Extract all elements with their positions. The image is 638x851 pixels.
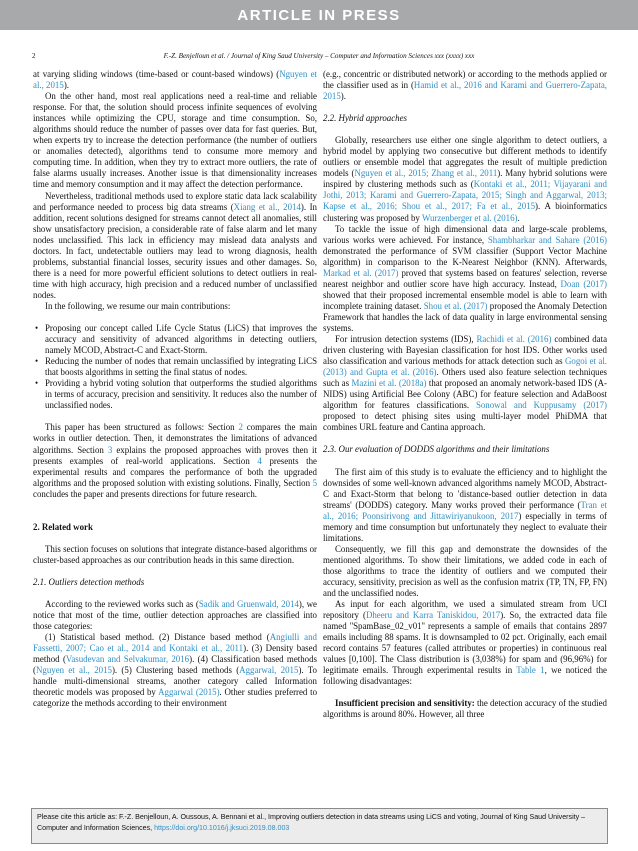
paragraph: To tackle the issue of high dimensional data and large-scale problems, various works were achieved. For instance, Shambharkar and Sahare (2016) demonstrated the performance of SVM classifier (Support Vector Machine algorithm) in comparison to the K-Nearest Neighbor (KNN). Afterwards, Markad et al. (2017) proved that systems based on features' selection, reverse nearest neighbor and outlier score have high accuracy. Instead, Doan (2017) showed that their proposed incremental ensemble model is able to learn with incomplete training dataset. Shou et al. (2017) proposed the Anomaly Detection Framework that handles the lack of data quality in large environmental sensing systems. bbox=[323, 223, 608, 333]
section-link[interactable]: 3 bbox=[107, 444, 113, 455]
list-item: • Proposing our concept called Life Cycle Status (LiCS) that improves the accuracy and sensitivity of advanced algorithms in detecting outliers, namely MCOD, Abstract-C and Exact-Storm. bbox=[33, 323, 317, 356]
section-link[interactable]: 2 bbox=[238, 422, 243, 433]
run-in-heading: Insufficient precision and sensitivity: bbox=[335, 698, 475, 709]
paragraph: The first aim of this study is to evaluate the efficiency and to highlight the downsides of some well-known advanced algorithms namely MCOD, Abstract-C and Exact-Storm that belong to 'distance-based outlier detection in data streams' (DODDS) category. Many works proved their performance (Tran et al., 2016; Poonsirivong and Jittawiriyanukoon, 2017) especially in terms of memory and time consumption but unfortunately they neglect to evaluate their limitations. bbox=[323, 466, 607, 543]
left-column bbox=[33, 69, 317, 709]
citation-link[interactable]: Nguyen et al., 2015; Zhang et al., 2011 bbox=[354, 168, 498, 179]
citation-footer bbox=[31, 808, 608, 844]
citation-link[interactable]: Kontaki et al., 2011; Vijayarani and Jothi, 2013; Karami and Guerrero-Zapata, 2015; Singh and Aggarwal, 2013; Kapse et al., 2016; Shou et al., 2017; Fa et al., 2015 bbox=[323, 179, 607, 212]
list-item: • Providing a hybrid voting solution that outperforms the studied algorithms in terms of accuracy, precision and sensitivity. It reduces also the number of unclassified nodes. bbox=[33, 378, 317, 411]
paragraph: According to the reviewed works such as (Sadik and Gruenwald, 2014), we notice that most of the time, outlier detection approaches are classified into those categories: bbox=[33, 598, 317, 632]
citation-link[interactable]: Hamid et al., 2016 and Karami and Guerrero-Zapata, 2015 bbox=[323, 80, 607, 102]
citation-link[interactable]: Dheeru and Karra Taniskidou, 2017 bbox=[365, 610, 501, 621]
paragraph: This paper has been structured as follows: Section 2 compares the main works in outlier detection. Then, it demonstrates the limitations of advanced algorithms. Section 3 explains the proposed approaches with proves then it presents examples of real-world applications. Section 4 presents the experimental results and compares the performance of both the upgraded algorithms and the proposed solution with existing solutions. Finally, Section 5 concludes the paper and presents directions for future research. bbox=[33, 422, 318, 499]
subsection-heading: 2.3. Our evaluation of DODDS algorithms and their limitations bbox=[323, 444, 550, 455]
citation-link[interactable]: Sonowal and Kuppusamy (2017) bbox=[475, 400, 607, 411]
journal-line: F.-Z. Benjelloun et al. / Journal of King Saud University – Computer and Information Sciences xxx (xxxx) xxx bbox=[163, 52, 475, 60]
section-link[interactable]: 4 bbox=[257, 455, 262, 466]
citation-link[interactable]: Aggarwal, 2015 bbox=[239, 665, 299, 676]
page-number: 2 bbox=[32, 52, 36, 60]
list-item: • Reducing the number of nodes that remain unclassified by integrating LiCS that boosts algorithms in setting the final status of nodes. bbox=[33, 356, 317, 378]
citation-link[interactable]: Mazini et al. (2018a) bbox=[351, 378, 427, 389]
section-link[interactable]: 5 bbox=[312, 477, 317, 488]
paragraph: Insufficient precision and sensitivity: the detection accuracy of the studied algorithms is around 80%. However, all three bbox=[323, 698, 607, 720]
paragraph: at varying sliding windows (time-based or count-based windows) (Nguyen et al., 2015). bbox=[33, 69, 317, 91]
citation-link[interactable]: Nguyen et al., 2015 bbox=[33, 69, 317, 91]
citation-link[interactable]: Aggarwal (2015) bbox=[158, 687, 220, 698]
citation-link[interactable]: Tran et al., 2016; Poonsirivong and Jittawiriyanukoon, 2017 bbox=[323, 499, 607, 521]
paragraph: Globally, researchers use either one single algorithm to detect outliers, a hybrid model by applying two consecutive but different methods to identify outliers or ensemble model that aggregates the result of multiple prediction models (Nguyen et al., 2015; Zhang et al., 2011). Many hybrid solutions were inspired by clustering methods such as (Kontaki et al., 2011; Vijayarani and Jothi, 2013; Karami and Guerrero-Zapata, 2015; Singh and Aggarwal, 2013; Kapse et al., 2016; Shou et al., 2017; Fa et al., 2015). A bioinformatics clustering was proposed by Wurzenberger et al. (2016). bbox=[323, 135, 607, 223]
citation-link[interactable]: Sadik and Gruenwald, 2014 bbox=[198, 598, 299, 609]
banner-text: ARTICLE IN PRESS bbox=[237, 6, 401, 24]
paragraph: (e.g., concentric or distributed network) or according to the methods applied or the classifier used as in (Hamid et al., 2016 and Karami and Guerrero-Zapata, 2015). bbox=[323, 69, 607, 102]
paragraph: This section focuses on solutions that integrate distance-based algorithms or cluster-based approaches as our contribution heads in this same direction. bbox=[33, 543, 317, 565]
citation-link[interactable]: Vasudevan and Selvakumar, 2016 bbox=[65, 654, 190, 665]
doi-link[interactable]: https://doi.org/10.1016/j.jksuci.2019.08.003 bbox=[154, 823, 290, 832]
paragraph: (1) Statistical based method. (2) Distance based method (Angiulli and Fassetti, 2007; Cao et al., 2014 and Kontaki et al., 2011). (3) Density based method (Vasudevan and Selvakumar, 2016). (4) Classification based methods (Nguyen et al., 2015). (5) Clustering based methods (Aggarwal, 2015). To handle multi-dimensional streams, another category called Information theoretic models was proposed by Aggarwal (2015). Other studies preferred to categorize the methods according to their environment bbox=[33, 632, 318, 709]
paragraph: For intrusion detection systems (IDS), Rachidi et al. (2016) combined data driven clustering with Bayesian classification for host IDS. Other works used also classification and various methods for attack detection such as Gogoi et al. (2013) and Gupta et al. (2016). Others used also feature selection techniques such as Mazini et al. (2018a) that proposed an anomaly network-based IDS (A-NIDS) using Artificial Bee Colony (ABC) for feature selection and AdaBoost algorithm for features classifications. Sonowal and Kuppusamy (2017) proposed to detect phising sites using multi-layer model PhiDMA that combines URL feature and Cantina approach. bbox=[323, 334, 608, 433]
citation-link[interactable]: Shambharkar and Sahare (2016) bbox=[487, 234, 607, 245]
article-in-press-banner bbox=[0, 0, 638, 30]
citation-link[interactable]: Angiulli and Fassetti, 2007; Cao et al., 2014 and Kontaki et al., 2011 bbox=[33, 632, 317, 654]
paragraph: Consequently, we fill this gap and demonstrate the downsides of the mentioned algorithms. To show their limitations, we added code in each of those algorithms to trace the identity of outliers and we computed their accuracy, sensitivity, precision as well as the confusion matrix (TP, TN, FP, FN) and the unclassified nodes. bbox=[323, 543, 607, 599]
paragraph: Nevertheless, traditional methods used to explore static data lack scalability and performance needed to process big data streams (Xiang et al., 2014). In addition, recent solutions designed for streams cannot detect all anomalies, still show unsatisfactory precision, a considerable rate of false alarm and let many nodes unclassified. This lack in efficiency may mislead data analysts and doctors. In fact, undetectable outliers may lead to wrong diagnosis, health problems, substantial financial losses, security issues and other damages. So, there is a need for more powerful efficient solutions to detect outliers in real-time with high accuracy, high precision and a reduced number of unclassified nodes. bbox=[33, 190, 317, 300]
subsection-heading: 2.1. Outliers detection methods bbox=[33, 576, 145, 587]
citation-link[interactable]: Wurzenberger et al. (2016) bbox=[421, 212, 518, 223]
paragraph: On the other hand, most real applications need a real-time and reliable response. For that, the solution should process infinite sequences of evolving instances while optimizing the CPU, storage and time consumption. So, algorithms should reduce the number of passes over data for fast queries. But, when experts try to increase the detection performance (the number of outliers or anomalies detected), algorithms tend to consume more memory and computing time. In addition, when they try to extract more outliers, the rate of false alarms usually increases. Another issue is that dimensionality increases time and memory consumption and it may affect the detection performance. bbox=[33, 91, 317, 190]
citation-link[interactable]: Gogoi et al. (2013) and Gupta et al. (2016) bbox=[323, 356, 608, 378]
citation-link[interactable]: Nguyen et al., 2015 bbox=[35, 665, 112, 676]
footer-text: Please cite this article as: F.-Z. Benjelloun, A. Oussous, A. Bennani et al., Improving outliers detection in data streams using LiCS and voting, Journal of King Saud University –Computer and Information Sciences, bbox=[37, 813, 586, 832]
citation-link[interactable]: Rachidi et al. (2016) bbox=[476, 334, 552, 345]
right-column bbox=[323, 69, 607, 721]
subsection-heading: 2.2. Hybrid approaches bbox=[323, 113, 407, 124]
running-head bbox=[32, 50, 606, 62]
citation-link[interactable]: Shou et al. (2017) bbox=[423, 300, 488, 311]
table-link[interactable]: Table 1 bbox=[516, 665, 545, 676]
paragraph: As input for each algorithm, we used a simulated stream from UCI repository (Dheeru and Karra Taniskidou, 2017). So, the extracted data file named ''SpamBase_02_v01'' represents a sample of emails that contains 2897 emails including 88 spams. It is downsampled to 02 pct. Originally, each email record contains 57 features (called attributes or properties) in continuous real values [0,100]. The Class distribution is (3,038%) for spam and (96,96%) for legitimate emails. Through experimental results in Table 1, we noticed the following disadvantages: bbox=[323, 599, 607, 687]
section-heading: 2. Related work bbox=[33, 521, 93, 532]
citation-link[interactable]: Xiang et al., 2014 bbox=[233, 201, 301, 212]
contribution-list bbox=[33, 323, 317, 411]
citation-link[interactable]: Doan (2017) bbox=[560, 278, 608, 289]
paragraph: In the following, we resume our main contributions: bbox=[45, 300, 231, 311]
citation-link[interactable]: Markad et al. (2017) bbox=[323, 267, 399, 278]
